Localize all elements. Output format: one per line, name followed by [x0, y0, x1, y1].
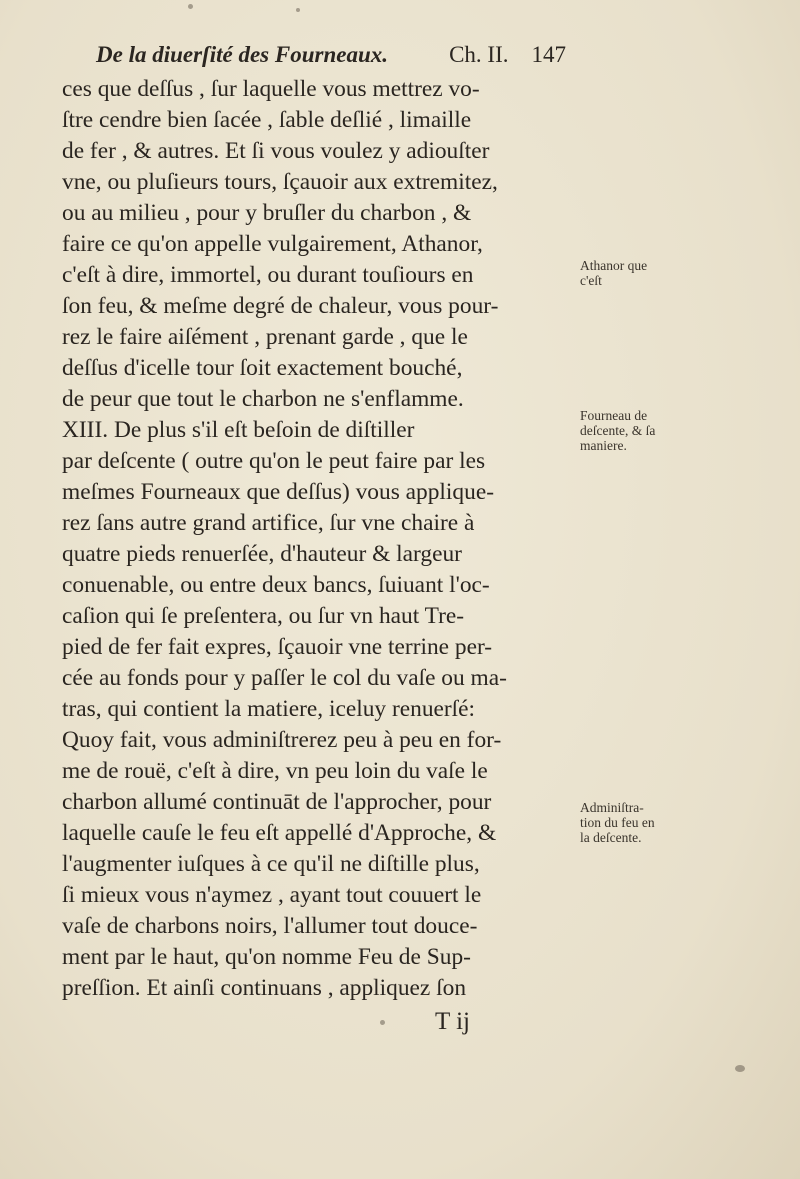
margin-line: deſcente, & ſa — [580, 423, 656, 438]
text-line: ſtre cendre bien ſacée , ſable deſlié , limaille — [62, 107, 472, 133]
text-line: l'augmenter iuſques à ce qu'il ne diſtille plus, — [62, 851, 480, 877]
text-line: de fer , & autres. Et ſi vous voulez y adiouſter — [62, 138, 490, 164]
text-line: vaſe de charbons noirs, l'allumer tout douce- — [62, 913, 478, 939]
marginal-note-fourneau — [580, 408, 655, 453]
text-line: pied de fer fait expres, ſçauoir vne terrine per- — [62, 634, 493, 660]
text-line: faire ce qu'on appelle vulgairement, Athanor, — [62, 231, 483, 257]
running-title: De la diuerſité des Fourneaux. — [96, 42, 388, 67]
ink-speck — [296, 8, 300, 12]
page-number: 147 — [531, 42, 566, 67]
text-line: XIII. De plus s'il eſt beſoin de diſtiller — [62, 417, 415, 443]
text-line: deſſus d'icelle tour ſoit exactement bouché, — [62, 355, 463, 381]
body-text — [62, 74, 572, 1004]
text-line: rez ſans autre grand artifice, ſur vne chaire à — [62, 510, 475, 536]
text-line: caſion qui ſe preſentera, ou ſur vn haut Tre- — [62, 603, 465, 629]
running-header — [96, 42, 566, 68]
ink-speck — [380, 1020, 385, 1025]
text-line: de peur que tout le charbon ne s'enflamme. — [62, 386, 464, 412]
text-line: laquelle cauſe le feu eſt appellé d'Approche, & — [62, 820, 497, 846]
ink-speck — [735, 1065, 745, 1072]
text-line: c'eſt à dire, immortel, ou durant touſiours en — [62, 262, 474, 288]
text-line: conuenable, ou entre deux bancs, ſuiuant l'oc- — [62, 572, 490, 598]
text-line: ſon feu, & meſme degré de chaleur, vous pour- — [62, 293, 499, 319]
text-line: Quoy fait, vous adminiſtrerez peu à peu en for- — [62, 727, 502, 753]
margin-line: maniere. — [580, 438, 627, 453]
signature-mark: T ij — [435, 1008, 470, 1035]
chapter-label: Ch. II. — [449, 42, 509, 67]
text-line: vne, ou pluſieurs tours, ſçauoir aux extremitez, — [62, 169, 498, 195]
text-line: cée au fonds pour y paſſer le col du vaſe ou ma- — [62, 665, 507, 691]
text-line: ces que deſſus , ſur laquelle vous mettrez vo- — [62, 76, 480, 102]
margin-line: c'eſt — [580, 273, 602, 288]
marginal-note-administration — [580, 800, 655, 845]
text-line: ment par le haut, qu'on nomme Feu de Sup- — [62, 944, 471, 970]
margin-line: Adminiſtra- — [580, 800, 644, 815]
text-line: rez le faire aiſément , prenant garde , que le — [62, 324, 468, 350]
text-line: quatre pieds renuerſée, d'hauteur & largeur — [62, 541, 462, 567]
ink-speck — [188, 4, 193, 9]
marginal-note-athanor — [580, 258, 647, 288]
text-line: preſſion. Et ainſi continuans , appliquez ſon — [62, 975, 467, 1001]
text-line: par deſcente ( outre qu'on le peut faire par les — [62, 448, 486, 474]
text-line: ou au milieu , pour y bruſler du charbon , & — [62, 200, 472, 226]
text-line: meſmes Fourneaux que deſſus) vous applique- — [62, 479, 494, 505]
text-line: tras, qui contient la matiere, iceluy renuerſé: — [62, 696, 476, 722]
margin-line: la deſcente. — [580, 830, 642, 845]
margin-line: Athanor que — [580, 258, 648, 273]
margin-line: tion du feu en — [580, 815, 655, 830]
text-line: me de rouë, c'eſt à dire, vn peu loin du vaſe le — [62, 758, 488, 784]
text-line: charbon allumé continuāt de l'approcher, pour — [62, 789, 492, 815]
margin-line: Fourneau de — [580, 408, 648, 423]
header-right — [449, 42, 566, 68]
text-line: ſi mieux vous n'aymez , ayant tout couuert le — [62, 882, 482, 908]
